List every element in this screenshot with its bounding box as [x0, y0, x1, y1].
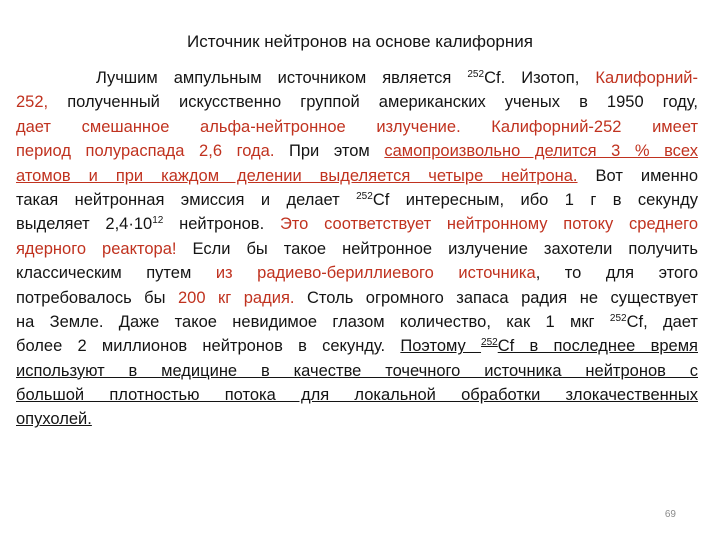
- text-line-13: используют в медицине в качестве точечного источника нейтронов с: [16, 361, 698, 380]
- text-fragment: более 2 миллионов нейтронов в секунду.: [16, 337, 401, 356]
- superscript: 252: [467, 69, 485, 80]
- text-line-5: [16, 164, 698, 188]
- superscript: 252: [481, 337, 498, 349]
- text-line-12: [16, 334, 698, 358]
- text-fragment: Лучшим ампульным источником является: [96, 69, 468, 87]
- text-line-1: [16, 66, 698, 90]
- highlight-red: Это соответствует нейтронному потоку среднего: [279, 215, 699, 234]
- highlight-red: период полураспада 2,6 года.: [16, 142, 275, 161]
- text-line-11: [16, 310, 698, 334]
- superscript: 252: [609, 312, 627, 324]
- highlight-red: ядерного реактора!: [16, 239, 177, 258]
- text-fragment: Cf, дает: [626, 312, 698, 331]
- text-fragment: выделяет 2,4·10: [16, 215, 153, 234]
- text-fragment: нейтронов.: [163, 215, 280, 234]
- highlight-red: 200 кг радия.: [178, 288, 295, 307]
- highlight-red: из радиево-бериллиевого источника: [215, 264, 536, 283]
- text-fragment: такая нейтронная эмиссия и делает: [16, 190, 357, 209]
- text-line-8: [16, 237, 698, 261]
- slide-title: Источник нейтронов на основе калифорния: [187, 32, 533, 51]
- highlight-red-underlined: атомов и при каждом делении выделяется четыре нейтрона.: [16, 166, 578, 185]
- page-number: 69: [664, 509, 676, 520]
- text-fragment: Cf. Изотоп,: [484, 69, 596, 87]
- text-fragment: на Земле. Даже такое невидимое глазом количество, как 1 мкг: [16, 312, 610, 331]
- text-line-3: дает смешанное альфа-нейтронное излучение. Калифорний-252 имеет: [16, 117, 698, 136]
- text-line-6: [16, 188, 698, 212]
- text-fragment: Столь огромного запаса радия не существует: [294, 288, 699, 307]
- text-fragment: Вот именно: [577, 166, 698, 185]
- text-fragment: Если бы такое нейтронное излучение захотели получить: [176, 239, 698, 258]
- superscript: 252: [356, 190, 373, 202]
- text-fragment: полученный искусственно группой американских ученых в 1950 году,: [48, 93, 698, 112]
- text-line-15: опухолей.: [16, 410, 92, 429]
- text-fragment: Cf интересным, ибо 1 г в секунду: [372, 190, 698, 209]
- text-line-2: [16, 90, 698, 114]
- highlight-red: 252,: [16, 93, 49, 112]
- superscript: 12: [152, 215, 164, 227]
- text-line-10: [16, 286, 698, 310]
- highlight-red-underlined: самопроизвольно делится 3 % всех: [384, 142, 698, 161]
- text-fragment: При этом: [274, 142, 385, 161]
- text-fragment: потребовалось бы: [16, 288, 178, 307]
- text-fragment: , то для этого: [535, 264, 699, 283]
- text-line-9: [16, 261, 698, 285]
- text-line-4: [16, 139, 698, 163]
- text-line-7: [16, 212, 698, 236]
- underlined-text: Поэтому: [400, 337, 482, 356]
- text-line-14: большой плотностью потока для локальной обработки злокачественных: [16, 386, 698, 405]
- highlight-red: Калифорний-: [595, 69, 699, 87]
- text-fragment: классическим путем: [16, 264, 216, 283]
- body-text: [16, 66, 698, 432]
- underlined-text: Cf в последнее время: [497, 337, 698, 356]
